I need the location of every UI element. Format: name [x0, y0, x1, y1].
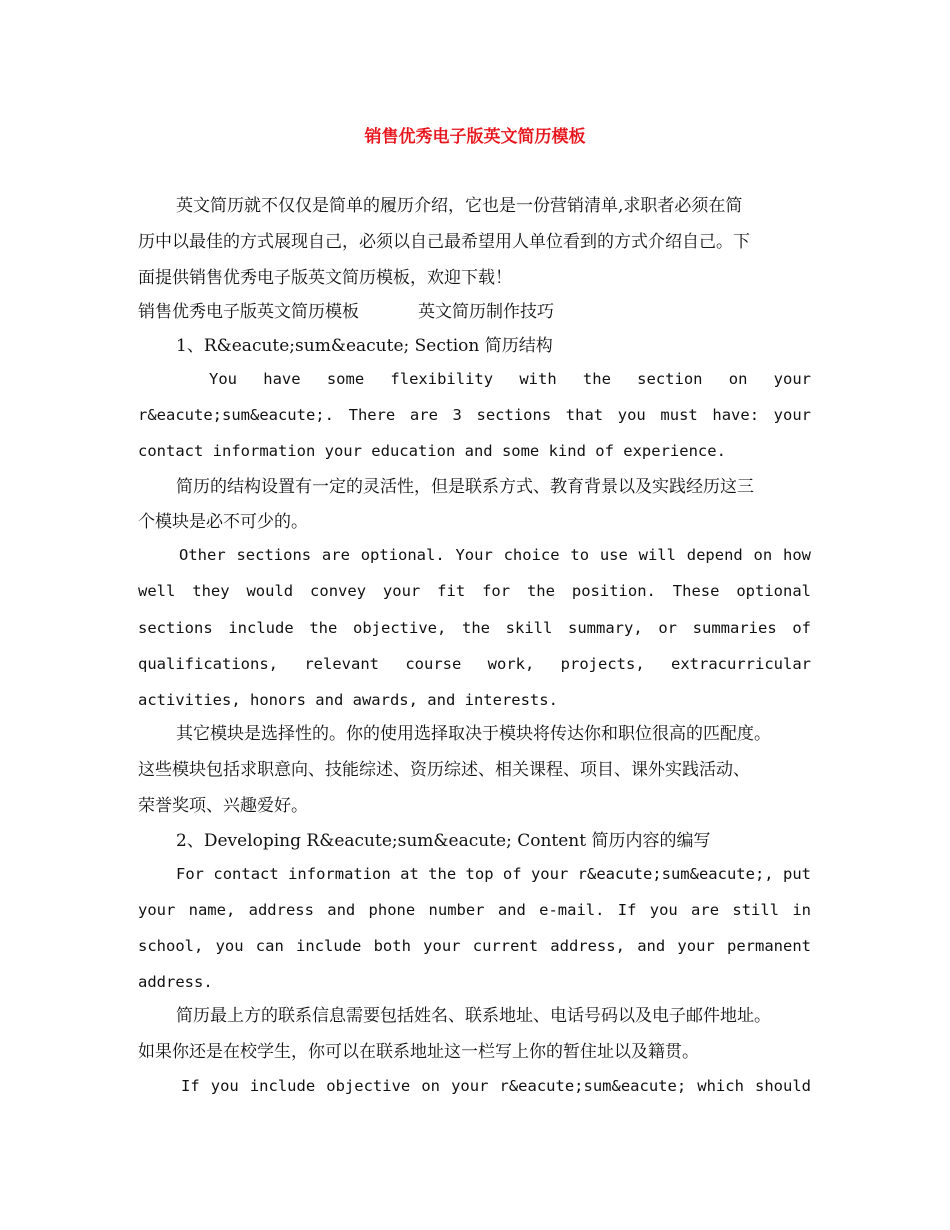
paragraph-line: If you include objective on your r&eacute;sum&eacute; which should	[181, 1077, 811, 1095]
document-title: 销售优秀电子版英文简历模板	[364, 127, 586, 147]
paragraph-line: 历中以最佳的方式展现自己，必须以自己最希望用人单位看到的方式介绍自己。下	[138, 232, 750, 252]
paragraph-line: 这些模块包括求职意向、技能综述、资历综述、相关课程、项目、课外实践活动、	[138, 760, 750, 780]
paragraph-line: qualifications, relevant course work, projects, extracurricular	[138, 655, 811, 673]
paragraph-line: 个模块是必不可少的。	[138, 512, 308, 532]
section-heading: 1、R&eacute;sum&eacute; Section 简历结构	[176, 336, 553, 356]
paragraph-line: For contact information at the top of your r&eacute;sum&eacute;, put	[176, 865, 811, 883]
paragraph-line: school, you can include both your current address, and your permanent	[138, 937, 811, 955]
paragraph-line: 如果你还是在校学生，你可以在联系地址这一栏写上你的暂住址以及籍贯。	[138, 1042, 699, 1062]
paragraph-line: You have some flexibility with the section on your	[209, 370, 811, 388]
paragraph-line: your name, address and phone number and e-mail. If you are still in	[138, 901, 811, 919]
paragraph-line: Other sections are optional. Your choice to use will depend on how	[179, 546, 811, 564]
paragraph-line: r&eacute;sum&eacute;. There are 3 sections that you must have: your	[138, 406, 811, 424]
paragraph-line: 简历最上方的联系信息需要包括姓名、联系地址、电话号码以及电子邮件地址。	[176, 1006, 771, 1026]
paragraph-line: sections include the objective, the skill summary, or summaries of	[138, 619, 811, 637]
paragraph-line: contact information your education and some kind of experience.	[138, 442, 726, 460]
paragraph-line: 其它模块是选择性的。你的使用选择取决于模块将传达你和职位很高的匹配度。	[176, 724, 771, 744]
paragraph-line: 荣誉奖项、兴趣爱好。	[138, 796, 308, 816]
section-heading: 英文简历制作技巧	[418, 302, 554, 322]
paragraph-line: address.	[138, 973, 213, 991]
paragraph-line: 面提供销售优秀电子版英文简历模板，欢迎下载！	[138, 268, 512, 288]
section-heading: 2、Developing R&eacute;sum&eacute; Content 简历内容的编写	[176, 831, 711, 851]
section-heading: 销售优秀电子版英文简历模板	[138, 302, 359, 322]
paragraph-line: 简历的结构设置有一定的灵活性，但是联系方式、教育背景以及实践经历这三	[176, 477, 754, 497]
paragraph-line: well they would convey your fit for the position. These optional	[138, 582, 811, 600]
paragraph-line: activities, honors and awards, and interests.	[138, 691, 558, 709]
paragraph-line: 英文简历就不仅仅是简单的履历介绍，它也是一份营销清单,求职者必须在简	[176, 196, 743, 216]
